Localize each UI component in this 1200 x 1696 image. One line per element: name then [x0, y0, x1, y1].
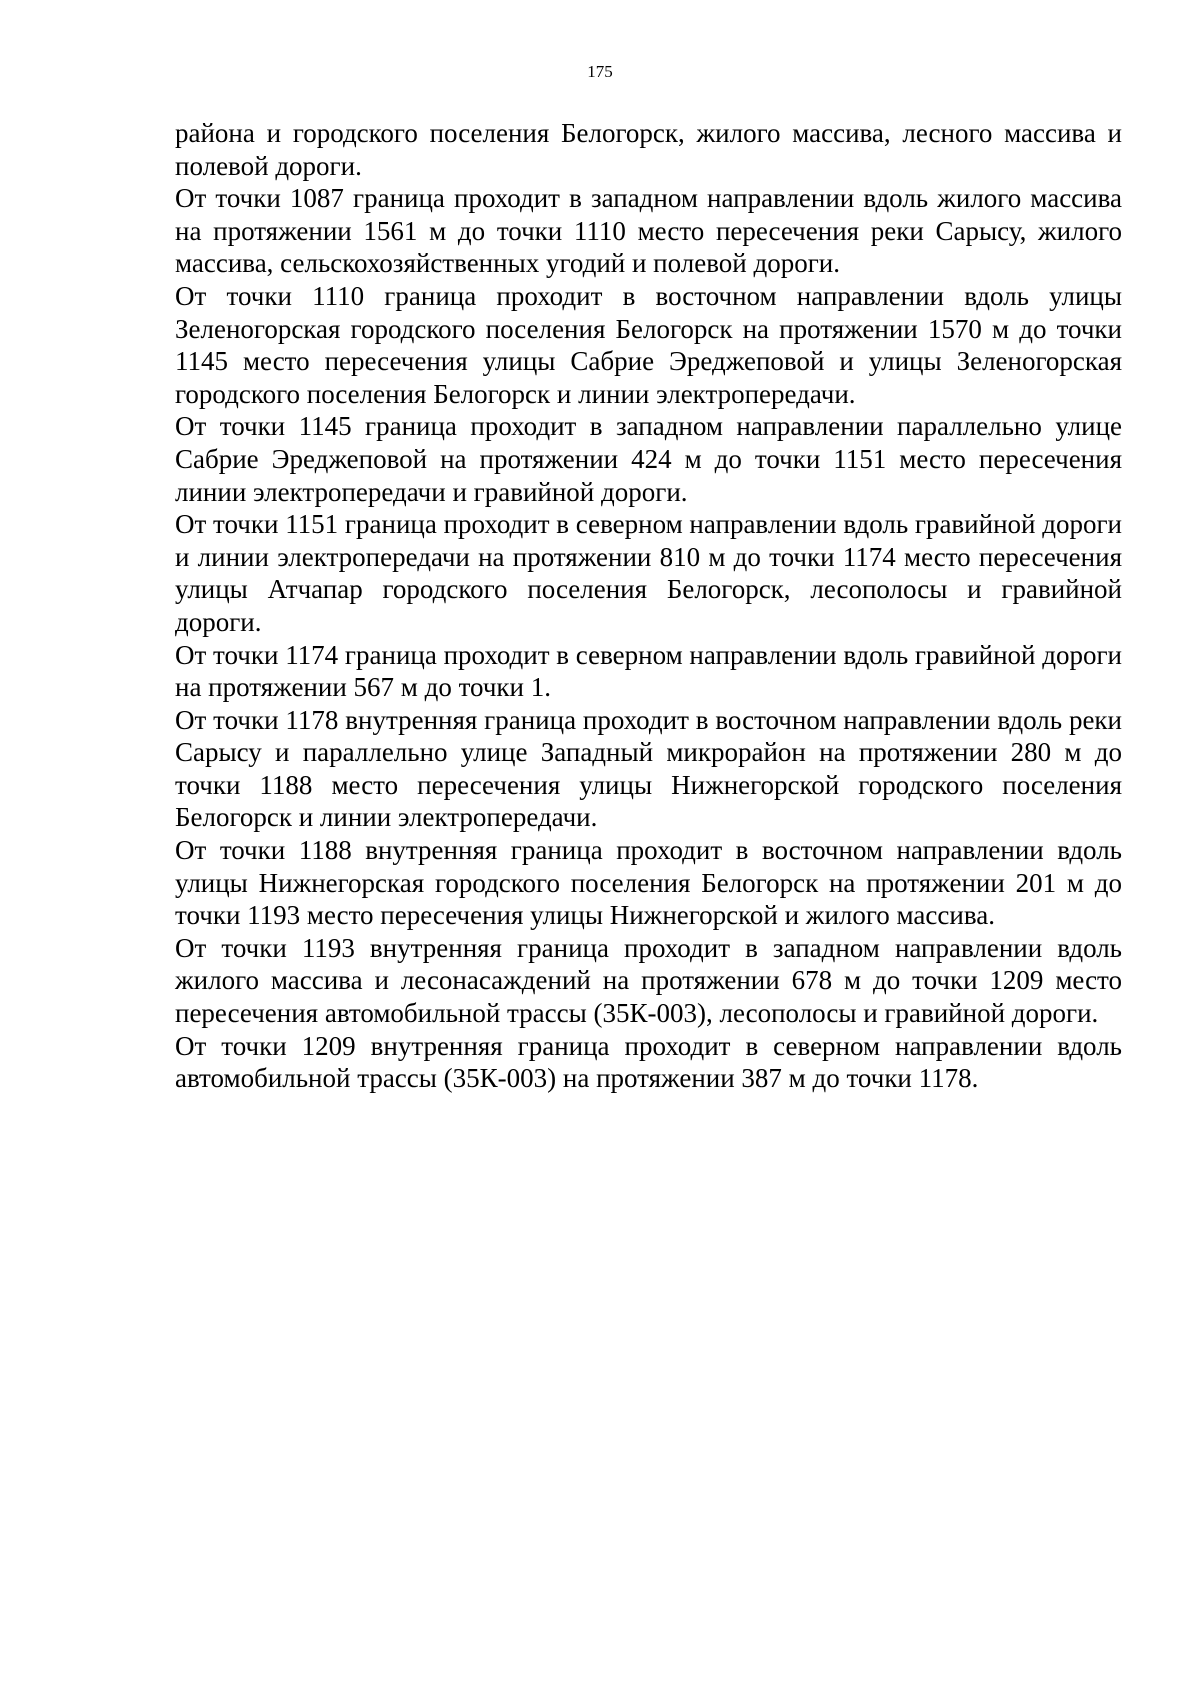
paragraph: района и городского поселения Белогорск, жилого массива, лесного массива и полевой дороги.	[175, 118, 1122, 181]
paragraph: От точки 1110 граница проходит в восточном направлении вдоль улицы Зеленогорская городского поселения Белогорск на протяжении 1570 м до точки 1145 место пересечения улицы Сабрие Эреджеповой и улицы Зеленогорская городского поселения Белогорск и линии электропередачи.	[175, 280, 1122, 409]
paragraph: От точки 1178 внутренняя граница проходит в восточном направлении вдоль реки Сарысу и параллельно улице Западный микрорайон на протяжении 280 м до точки 1188 место пересечения улицы Нижнегорской городского поселения Белогорск и линии электропередачи.	[175, 704, 1122, 833]
paragraph: От точки 1087 граница проходит в западном направлении вдоль жилого массива на протяжении 1561 м до точки 1110 место пересечения реки Сарысу, жилого массива, сельскохозяйственных угодий и полевой дороги.	[175, 183, 1122, 279]
paragraph: От точки 1145 граница проходит в западном направлении параллельно улице Сабрие Эреджеповой на протяжении 424 м до точки 1151 место пересечения линии электропередачи и гравийной дороги.	[175, 411, 1122, 507]
paragraph: От точки 1174 граница проходит в северном направлении вдоль гравийной дороги на протяжении 567 м до точки 1.	[175, 639, 1122, 703]
paragraph: От точки 1209 внутренняя граница проходит в северном направлении вдоль автомобильной трассы (35К-003) на протяжении 387 м до точки 1178.	[175, 1030, 1122, 1094]
paragraph: От точки 1151 граница проходит в северном направлении вдоль гравийной дороги и линии электропередачи на протяжении 810 м до точки 1174 место пересечения улицы Атчапар городского поселения Белогорск, лесополосы и гравийной дороги.	[175, 509, 1122, 637]
paragraph: От точки 1193 внутренняя граница проходит в западном направлении вдоль жилого массива и лесонасаждений на протяжении 678 м до точки 1209 место пересечения автомобильной трассы (35К-003), лесополосы и гравийной дороги.	[175, 932, 1122, 1029]
paragraph: От точки 1188 внутренняя граница проходит в восточном направлении вдоль улицы Нижнегорская городского поселения Белогорск на протяжении 201 м до точки 1193 место пересечения улицы Нижнегорской и жилого массива.	[175, 835, 1122, 931]
document-body	[175, 117, 1122, 1095]
page-number: 175	[587, 62, 613, 81]
